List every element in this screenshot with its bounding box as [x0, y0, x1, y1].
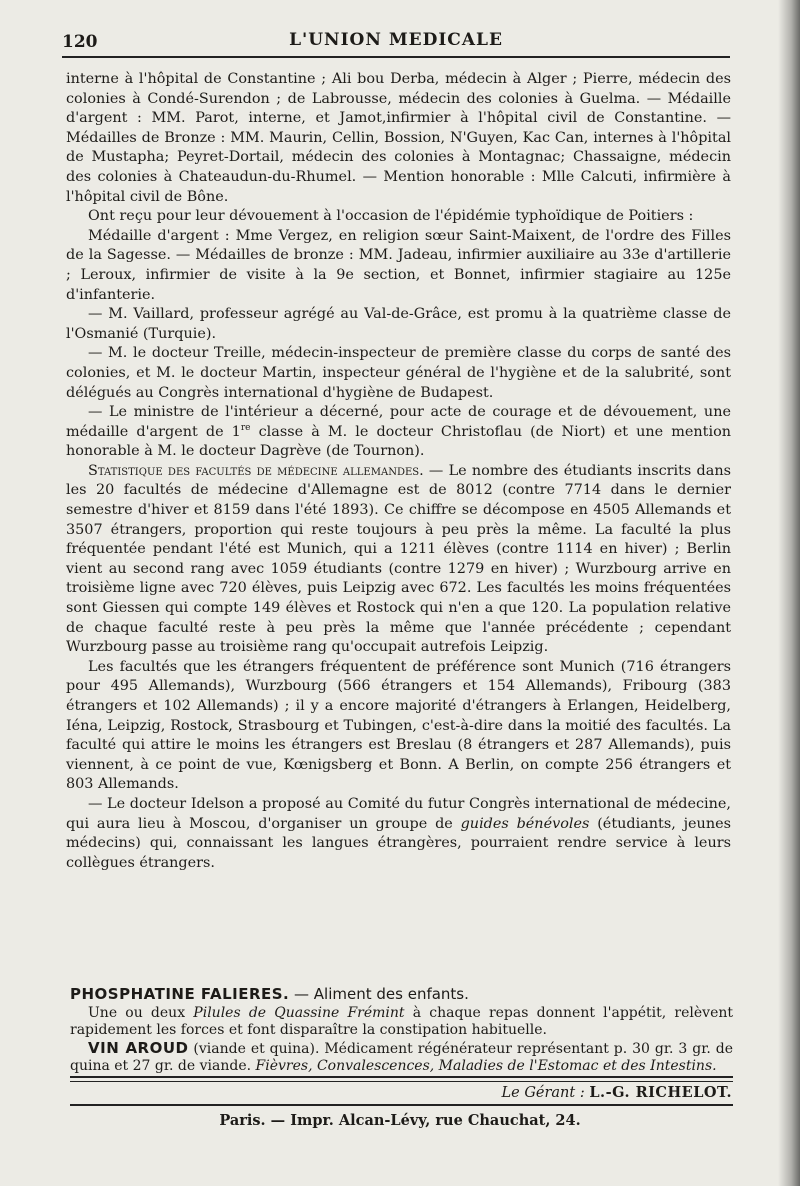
- paragraph-foreign-students: Les facultés que les étrangers fréquentent de préférence sont Munich (716 étrangers pour 495 Allemands), Wurzbourg (566 étrangers et 154 Allemands), Fribourg (383 étrangers et 102 Allemands) ; il y a encore majorité d'étrangers à Erlangen, Heidelberg, Iéna, Leipzig, Rostock, Strasbourg et Tubingen, c'est-à-dire dans la moitié des facultés. La faculté qui attire le moins les étrangers est Breslau (8 étrangers et 287 Allemands), puis viennent, à ce point de vue, Kœnigsberg et Bonn. A Berlin, on compte 256 étrangers et 803 Allemands.: [66, 658, 731, 793]
- ad-vin-aroud-indications: Fièvres, Convalescences, Maladies de l'Estomac et des Intestins.: [255, 1058, 717, 1074]
- paragraph-christoflau: [66, 403, 731, 462]
- paragraph-idelson-text-a: — Le docteur Idelson a proposé au Comité du futur Congrès international de médecine, qui aura lieu à Moscou, d'organiser un groupe de: [66, 795, 731, 832]
- section-heading-statistics: Statistique des facultés de médecine allemandes.: [88, 462, 424, 479]
- superscript: re: [240, 422, 251, 433]
- paragraph-poitiers-intro: Ont reçu pour leur dévouement à l'occasion de l'épidémie typhoïdique de Poitiers :: [88, 208, 694, 225]
- paragraph-idelson-text-b: (étudiants, jeunes médecins) qui, connaissant les langues étrangères, pourraient rendre service à leurs collègues étrangers.: [66, 815, 731, 871]
- gerant-line: [502, 1084, 733, 1101]
- paragraph-budapest-delegates: — M. le docteur Treille, médecin-inspecteur de première classe du corps de santé des colonies, et M. le docteur Martin, inspecteur général de l'hygiène et de la salubrité, sont délégués au Congrès international d'hygiène de Budapest.: [66, 345, 731, 401]
- printer-imprint: Paris. — Impr. Alcan-Lévy, rue Chauchat, 24.: [219, 1112, 581, 1129]
- ad-quassine-text-b: à chaque repas donnent l'appétit, relèvent rapidement les forces et font disparaître la constipation habituelle.: [70, 1004, 733, 1038]
- paragraph-vaillard: — M. Vaillard, professeur agrégé au Val-de-Grâce, est promu à la quatrième classe de l'Osmanié (Turquie).: [66, 306, 731, 342]
- paragraph-christoflau-text-b: classe à M. le docteur Christoflau (de Niort) et une mention honorable à M. le docteur Dagrève (de Tournon).: [66, 423, 731, 460]
- gerant-label: Le Gérant :: [501, 1085, 585, 1101]
- ad-phosphatine: [70, 986, 733, 1005]
- running-title: L'UNION MEDICALE: [289, 30, 503, 50]
- page-header: [62, 26, 730, 56]
- ad-vin-aroud-brand: VIN AROUD: [88, 1038, 189, 1057]
- paragraph-statistics: [66, 462, 731, 658]
- page-number: 120: [62, 32, 98, 52]
- paragraph-idelson: [66, 795, 731, 873]
- article-body: [66, 70, 731, 873]
- footer-rule: [70, 1104, 733, 1106]
- advertisements: [70, 986, 733, 1076]
- paragraph-awards-algeria: interne à l'hôpital de Constantine ; Ali bou Derba, médecin à Alger ; Pierre, médecin des colonies à Condé-Surendon ; de Labrousse, médecin des colonies à Guelma. — Médaille d'argent : MM. Parot, interne, et Jamot,infirmier à l'hôpital civil de Constantine. — Médailles de Bronze : MM. Maurin, Cellin, Bossion, N'Guyen, Kac Can, internes à l'hôpital de Mustapha; Peyret-Dortail, médecin des colonies à Montagnac; Chassaigne, médecin des colonies à Chateaudun-du-Rhumel. — Mention honorable : Mlle Calcuti, infirmière à l'hôpital civil de Bône.: [66, 71, 731, 205]
- header-rule: [62, 56, 730, 58]
- ad-vin-aroud: [70, 1040, 733, 1076]
- page-edge-shadow: [778, 0, 800, 1186]
- paragraph-statistics-text: — Le nombre des étudiants inscrits dans les 20 facultés de médecine d'Allemagne est de 8012 (contre 7714 dans le dernier semestre d'hiver et 8159 dans l'été 1893). Ce chiffre se décompose en 4505 Allemands et 3507 étrangers, proportion qui reste toujours à peu près la même. La faculté la plus fréquentée pendant l'été est Munich, qui a 1211 élèves (contre 1114 en hiver) ; Berlin vient au second rang avec 1059 étudiants (contre 1279 en hiver) ; Wurzbourg arrive en troisième ligne avec 720 élèves, puis Leipzig avec 672. Les facultés les moins fréquentées sont Giessen qui compte 149 élèves et Rostock qui n'en a que 120. La population relative de chaque faculté reste à peu près la même que l'année précédente ; cependant Wurzbourg passe au troisième rang qu'occupait autrefois Leipzig.: [66, 462, 731, 656]
- paragraph-idelson-italic: guides bénévoles: [460, 815, 590, 832]
- gerant-name: L.-G. RICHELOT.: [589, 1084, 732, 1101]
- paragraph-christoflau-text-a: — Le ministre de l'intérieur a décerné, pour acte de courage et de dévouement, une médaille d'argent de 1: [66, 404, 731, 440]
- footer-double-rule: [70, 1076, 733, 1082]
- ad-phosphatine-brand: PHOSPHATINE FALIERES.: [70, 985, 290, 1003]
- paragraph-poitiers-medals: Médaille d'argent : Mme Vergez, en religion sœur Saint-Maixent, de l'ordre des Filles de la Sagesse. — Médailles de bronze : MM. Jadeau, infirmier auxiliaire au 33e d'artillerie ; Leroux, infirmier de visite à la 9e section, et Bonnet, infirmier stagiaire au 125e d'infanterie.: [66, 227, 731, 303]
- ad-vin-aroud-text: (viande et quina). Médicament régénérateur représentant p. 30 gr. 3 gr. de quina et 27 gr. de viande.: [70, 1040, 733, 1074]
- ad-quassine-product: Pilules de Quassine Frémint: [193, 1004, 405, 1021]
- ad-phosphatine-tagline: — Aliment des enfants.: [289, 985, 469, 1003]
- ad-quassine: [70, 1005, 733, 1040]
- ad-quassine-text-a: Une ou deux: [88, 1004, 194, 1021]
